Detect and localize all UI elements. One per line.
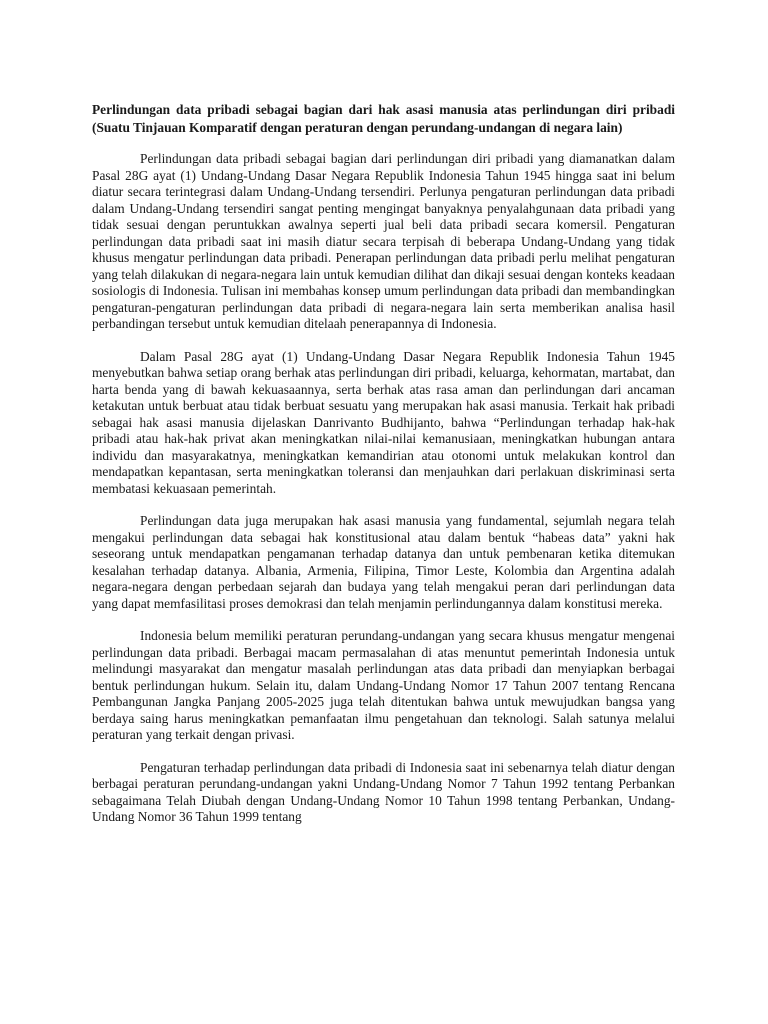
document-page (92, 101, 675, 842)
paragraph-4: Indonesia belum memiliki peraturan perundang-undangan yang secara khusus mengatur mengenai perlindungan data pribadi. Berbagai macam permasalahan di atas menuntut pemerintah Indonesia untuk melindungi masyarakat dan mengatur masalah perlindungan atas data pribadi dan menyiapkan berbagai bentuk perlindungan hukum. Selain itu, dalam Undang-Undang Nomor 17 Tahun 2007 tentang Rencana Pembangunan Jangka Panjang 2005-2025 juga telah ditentukan bahwa untuk mewujudkan bangsa yang berdaya saing harus meningkatkan pemanfaatan ilmu pengetahuan dan teknologi. Salah satunya melalui peraturan yang terkait dengan privasi. (92, 628, 675, 742)
document-title: Perlindungan data pribadi sebagai bagian dari hak asasi manusia atas perlindungan diri pribadi (Suatu Tinjauan Komparatif dengan peraturan dengan perundang-undangan di negara lain) (92, 102, 675, 135)
paragraph-3: Perlindungan data juga merupakan hak asasi manusia yang fundamental, sejumlah negara telah mengakui perlindungan data sebagai hak konstitusional atau dalam bentuk “habeas data” yakni hak seseorang untuk mendapatkan pengamanan terhadap datanya dan untuk pembenaran ketika ditemukan kesalahan terhadap datanya. Albania, Armenia, Filipina, Timor Leste, Kolombia dan Argentina adalah negara-negara dengan perbedaan sejarah dan budaya yang telah mengakui peran dari perlindungan data yang dapat memfasilitasi proses demokrasi dan telah menjamin perlindungannya dalam konstitusi mereka. (92, 513, 675, 611)
paragraph-5: Pengaturan terhadap perlindungan data pribadi di Indonesia saat ini sebenarnya telah diatur dengan berbagai peraturan perundang-undangan yakni Undang-Undang Nomor 7 Tahun 1992 tentang Perbankan sebagaimana Telah Diubah dengan Undang-Undang Nomor 10 Tahun 1998 tentang Perbankan, Undang-Undang Nomor 36 Tahun 1999 tentang (92, 759, 675, 824)
paragraph-1: Perlindungan data pribadi sebagai bagian dari perlindungan diri pribadi yang diamanatkan dalam Pasal 28G ayat (1) Undang-Undang Dasar Negara Republik Indonesia Tahun 1945 hingga saat ini belum diatur secara terintegrasi dalam Undang-Undang tersendiri. Perlunya pengaturan perlindungan data pribadi dalam Undang-Undang tersendiri sangat penting mengingat banyaknya penyalahgunaan data pribadi yang tidak sesuai dengan peruntukkan awalnya seperti jual beli data pribadi secara komersil. Pengaturan perlindungan data pribadi saat ini masih diatur secara terpisah di beberapa Undang-Undang yang tidak khusus mengatur perlindungan data pribadi. Penerapan perlindungan data pribadi perlu melihat pengaturan yang telah dilakukan di negara-negara lain untuk kemudian dilihat dan dikaji sesuai dengan konteks keadaan sosiologis di Indonesia. Tulisan ini membahas konsep umum perlindungan data pribadi dan membandingkan pengaturan-pengaturan perlindungan data pribadi di negara-negara lain serta memberikan analisa hasil perbandingan tersebut untuk kemudian ditelaah penerapannya di Indonesia. (92, 151, 675, 331)
paragraph-2: Dalam Pasal 28G ayat (1) Undang-Undang Dasar Negara Republik Indonesia Tahun 1945 menyebutkan bahwa setiap orang berhak atas perlindungan diri pribadi, keluarga, kehormatan, martabat, dan harta benda yang di bawah kekuasaannya, serta berhak atas rasa aman dan perlindungan dari ancaman ketakutan untuk berbuat atau tidak berbuat sesuatu yang merupakan hak asasi manusia. Terkait hak pribadi sebagai hak asasi manusia dijelaskan Danrivanto Budhijanto, bahwa “Perlindungan terhadap hak-hak pribadi atau hak-hak privat akan meningkatkan nilai-nilai kemanusiaan, meningkatkan hubungan antara individu dan masyarakatnya, meningkatkan kemandirian atau otonomi untuk melakukan kontrol dan mendapatkan kepantasan, serta meningkatkan toleransi dan menjauhkan dari perlakuan diskriminasi serta membatasi kekuasaan pemerintah. (92, 348, 675, 496)
